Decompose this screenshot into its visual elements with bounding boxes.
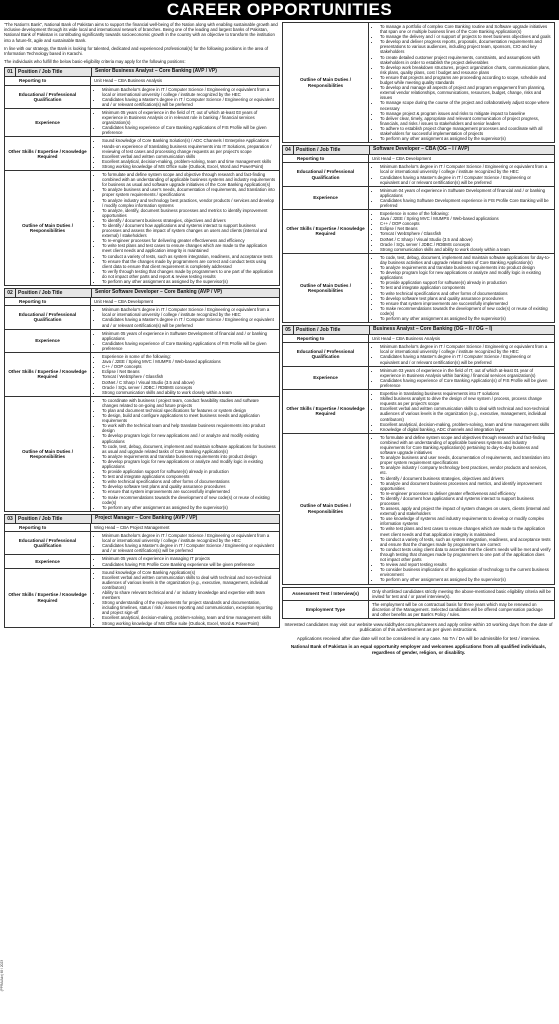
bullet-list [94,110,276,135]
experience-label: Experience [5,330,91,352]
bullet-item: • To plan and document technical specifications for features or system design [102,408,276,413]
assessment-text: Only shortlisted candidates strictly meeting the above-mentioned basic eligibility criteria will be invited for test and / or panel interview(s). [372,588,551,599]
bullet-item: • Candidates having experience of Core Banking Applications of FIS Profile will be given preference [102,341,276,351]
bullet-list [372,368,551,388]
bullet-item: • To identify / document business strategies, objectives and drivers [380,476,551,481]
bullet-list [372,344,551,364]
bullet-list [94,354,276,395]
right-column [282,22,555,658]
bullet-list [94,87,276,107]
education-label: Educational / Professional Qualification [283,163,369,185]
bullet-item: • To perform any other assignment as assigned by the supervisor(s) [102,505,276,510]
intro-paragraph: The individuals who fulfill the below basic-eligibility criteria may apply for the following positions: [4,59,186,65]
education-row [5,305,279,328]
job-table-01 [4,67,280,286]
bullet-item: • To test and integrate application components [380,285,551,290]
bullet-list [94,533,276,553]
reporting-label: Reporting to [283,155,369,162]
bullet-item: • To ensure that projects and programs are proceeding according to scope, schedule and budget while meeting quality standards [380,75,551,85]
reporting-row [5,523,279,531]
bullet-item: • To analyze requirements and translate business requirements into product design [102,454,276,459]
education-label: Educational / Professional Qualification [5,86,91,108]
field-value [369,187,554,209]
bullet-item: • Minimum Bachelor's degree in IT / Computer Science / Engineering or equivalent from a local or international university / college / institute recognized by the HEC [380,164,551,174]
bullet-item: • Strong communication skills and ability to work closely within a team [380,247,551,252]
job-table-05 [282,325,555,584]
bullet-item: • Minimum Bachelor's degree in IT / Computer Science / Engineering or equivalent from a local or international university / college / institute recognized by the HEC [380,344,551,354]
job-title: Project Manager – Core Banking (AVP / VP) [95,514,198,521]
bullet-item: • To code, test, debug, document, implement and maintain software applications for day-to-day business activities and upgrade related tasks of Core Banking Application(s) [380,255,551,265]
bullet-item: • To develop program logic for new applications or analyze and modify logic in existing applications [380,270,551,280]
bullet-item: • To deliver clear, timely, appropriate and relevant communication of project progress, financials, and risks / issues to stakeholders and senior leaders [380,116,551,126]
bullet-item: • Candidates having a Master's degree in IT / Computer Science / Engineering or equivalent and / or relevant certification(s) will be preferred [380,175,551,185]
bullet-item: • To perform any other assignment as assigned by the supervisor(s) [380,136,551,141]
experience-row [5,108,279,136]
bullet-item: • Skilled business analyst to drive the design of new system / process, process change requests as per project's scope [380,396,551,406]
experience-label: Experience [283,367,369,389]
field-value [91,330,279,352]
duties-row [5,396,279,511]
bullet-item: • To code, test, debug, document, implement and maintain software applications for business as usual and upgrade related tasks of Core Banking Application(s) [102,444,276,454]
field-value [369,23,554,142]
bullet-item: • To ensure that the changes made by programmers are correct and conduct tests using client data to ensure that client requirement is completely addressed [102,259,276,269]
field-value [369,254,554,322]
education-label: Educational / Professional Qualification [283,343,369,365]
education-row [283,342,554,365]
skills-label: Other Skills / Expertise / Knowledge Required [283,210,369,253]
duties-label: Outline of Main Duties / Responsibilities [283,23,369,142]
bullet-item: • Candidates having a Master's degree in IT / Computer Science / Engineering or equivalent and / or relevant certification(s) will be preferred [102,97,276,107]
bullet-item: • To formulate and define system scope and objectives through research and fact-finding combined with an understanding of applicable business systems and industry requirements for Core Banking Application(s) pertaining to day-to-day business and software upgrade initiatives [380,435,551,455]
reporting-value: Wing Head – CBA Project Management [94,524,170,530]
bullet-item: • Excellent verbal and written communication skills to deal with technical and non-technical audiences of various levels in the organization (e.g., executive, management, individual contributors) [380,406,551,421]
terms-table [282,587,555,619]
bullet-item: • To write technical specifications and other forms of documentations [102,479,276,484]
job-title: Software Developer – CBA (OG – I / AVP) [373,146,470,153]
bullet-item: • To write technical specifications and other forms of documentations [380,291,551,296]
duties-label: Outline of Main Duties / Responsibilities [283,434,369,584]
bullet-item: • To perform any other assignment as assigned by the supervisor(s) [102,279,276,284]
publication-code: (PPRA/Adv) 69 / 2023 [0,960,4,992]
reporting-label: Reporting to [5,298,91,305]
job-table-03 [4,514,280,628]
bullet-item: • To manage project & program issues and risks to mitigate impact to baseline [380,111,551,116]
assessment-label: Assessment Test / Interview(s) [283,588,369,600]
bullet-item: • To manage scope during the course of the project and collaboratively adjust scope where necessary [380,100,551,110]
bullet-item: • To perform any other assignment as assigned by the supervisor(s) [380,577,551,582]
duties-row [283,433,554,584]
duties-row [283,23,554,142]
bullet-item: • To re-engineer processes for delivering greater effectiveness and efficiency [102,238,276,243]
experience-label: Experience [283,187,369,209]
bullet-item: • Candidates having Software Development experience in FIS Profile Core Banking will be preferred [380,198,551,208]
bullet-item: • Experience in some of the following: [102,354,276,359]
bullet-item: • To manage the delivery and / or support of projects to meet business objectives and goals [380,34,551,39]
bullet-item: • Candidates having experience of Core Banking Application(s) of FIS Profile will be given preference [380,378,551,388]
employment-row [283,600,554,618]
bullet-item: • To design, build and configure applications to meet business needs and application requirements [102,413,276,423]
bullet-item: • To review and report testing results [380,562,551,567]
job-header [283,146,554,154]
bullet-item: • To work with the technical team and help translate business requirements into product design [102,423,276,433]
bullet-item: • C++ / OOP concepts [380,221,551,226]
job-table-03-continued [282,22,555,143]
skills-row [5,136,279,170]
field-value [91,137,279,170]
bullet-item: • To analyze industry and technology best practices, vendor products / services and develop / modify complex information systems [102,198,276,208]
bullet-item: • Sound knowledge of Core Banking Application(s) [102,570,276,575]
bullet-item: • Hands-on experience of translating business requirements into IT Solutions, preparation / reviewing of test cases and processing change requests as per project's scope [102,144,276,154]
employment-label: Employment Type [283,601,369,618]
reporting-label: Reporting to [5,524,91,531]
bullet-item: • Candidates having FIS Profile Core Banking experience will be given preference [102,562,276,567]
bullet-item: • To adhere to establish project change management processes and coordinate with all stakeholders for successful implementation of projects [380,126,551,136]
apply-instructions: Interested candidates may visit our website www.siddhyder.com.pk/careers and apply online within 10 working days from the date of publication of this advertisement as per given instructions. [284,621,553,633]
bullet-item: • To develop work breakdown structures, project organization charts, communication plans, risk plans, quality plans, cost / budget and resource plans [380,65,551,75]
field-value [91,569,279,627]
bullet-item: • Candidates having a Master's degree in IT / Computer Science / Engineering or equivalent and / or relevant certification(s) will be preferred [102,543,276,553]
bullet-list [372,211,551,252]
reporting-row [283,334,554,342]
bullet-item: • To assess, apply and project the impact of system changes on users, clients (internal and external) and stakeholders [380,506,551,516]
reporting-value: Unit Head – CBA Development [94,299,153,305]
bullet-item: • To write test plans and test cases to ensure changes which are made to the application meet client needs and application integrity is maintained [102,243,276,253]
reporting-value: Unit Head – CBA Business Analysis [94,78,163,84]
bullet-item: • Strong communication skills and ability to work closely within a team [102,390,276,395]
bullet-list [372,164,551,184]
education-row [283,162,554,185]
bullet-item: • To provide application support for software(s) already in production [380,280,551,285]
field-value [91,306,279,328]
bullet-item: • To analyze business and user needs, documentation of requirements, and translation into proper system requirement specifications [380,455,551,465]
job-header [5,68,279,76]
skills-row [5,568,279,627]
field-value [91,109,279,136]
bullet-item: • To identify / document how applications and systems interact to support business processes and assess the impact of system changes on users and clients (internal and external) / stakeholders [102,223,276,238]
bullet-item: • Candidates having a Master's degree in IT / Computer Science / Engineering or equivalent and / or relevant certification(s) will be preferred [102,317,276,327]
bullet-item: • To develop program logic for new applications and / or analyze and modify existing applications [102,433,276,443]
field-value [91,532,279,554]
intro-paragraph: "The Nation's Bank", National Bank of Pakistan aims to support the financial well-being of the Nation along with enabling sustainable growth and inclusive development through its wide local and international network of branches. Being one of the leading and largest banks of Pakistan, National Bank of Pakistan is contributing significantly towards socioeconomic growth in the country with an objective to transform the institution into a future-fit, agile and sustainable Bank. [4,22,278,43]
bullet-item: • To identify / document business strategies, objectives and drivers [102,218,276,223]
skills-row [5,352,279,396]
position-label: Position / Job Title [16,515,92,523]
bullet-list [94,331,276,351]
job-title: Senior Software Developer – Core Banking (AVP / VP) [95,289,223,296]
bullet-item: • C++ / OOP concepts [102,364,276,369]
bullet-item: • To analyze, identify, document business processes and metrics to identify improvement opportunities [102,208,276,218]
bullet-list [94,570,276,626]
reporting-label: Reporting to [283,335,369,342]
bullet-item: • Minimum Bachelor's degree in IT / Computer Science / Engineering or equivalent from a local or international university / college / institute recognized by the HEC [102,307,276,317]
position-label: Position / Job Title [16,68,92,76]
skills-label: Other Skills / Expertise / Knowledge Required [283,390,369,433]
bullet-item: • Eclipse / Net Beans [380,226,551,231]
skills-label: Other Skills / Expertise / Knowledge Required [5,353,91,396]
bullet-item: • Candidates having a Master's degree in IT / Computer Science / Engineering or equivalent and / or relevant certification(s) will be preferred [380,354,551,364]
left-column [4,22,280,630]
deadline-note: Applications received after due date will not be considered in any case. No TA / DA will be admissible for test / interview. [296,635,541,641]
bullet-item: • To develop software test plans and quality assurance procedures [102,484,276,489]
job-header [5,289,279,297]
bullet-list [94,556,276,566]
bullet-list [94,307,276,327]
intro-paragraph: In line with our strategy, the Bank is looking for talented, dedicated and experienced professional(s) for the following positions in the area of Information Technology based in Karachi. [4,45,269,57]
bullet-item: • Oracle / SQL server / JDBC / RDBMS concepts [102,385,276,390]
duties-label: Outline of Main Duties / Responsibilities [5,397,91,511]
job-table-04 [282,145,555,323]
job-number: 02 [5,289,16,297]
field-value [91,353,279,396]
field-value [91,86,279,108]
bullet-item: • To identify / document how applications and systems interact to support business processes [380,496,551,506]
bullet-item: • To ensure that system improvements are successfully implemented [102,489,276,494]
bullet-item: • To analyze industry / company technology best practices, vendor products and services, etc. [380,465,551,475]
bullet-item: • To create detailed customer project requirements, constraints, and assumptions with stakeholders in order to establish the project deliverables [380,55,551,65]
bullet-item: • To write test plans and test cases to ensure changes which are made to the application meet client needs and that application integrity is maintained [380,526,551,536]
education-row [5,85,279,108]
field-value [91,171,279,285]
experience-label: Experience [5,109,91,136]
bullet-list [372,391,551,432]
bullet-item: • Java / J2EE / Spring MVC / MUMPS / Web-based applications [380,216,551,221]
bullet-item: • Eclipse / Net Beans [102,369,276,374]
bullet-item: • To ensure that system improvements are successfully implemented [380,301,551,306]
bullet-item: • Minimum 03 years of experience in the field of IT, out of which at-least 01 year of experience in Business Analysis within banking / financial services organization(s) [380,368,551,378]
job-number: 04 [283,146,294,154]
field-value [91,555,279,567]
field-value [369,210,554,253]
bullet-item: • Sound knowledge of Core Banking Solution(s) / ADC Channels / Enterprise Applications [102,138,276,143]
bullet-item: • To analyze business and user's needs, documentation of requirements, and translation into proper system requirements / specifications [102,187,276,197]
bullet-item: • To formulate and define system scope and objective through research and fact-finding combined with an understanding of applicable business systems and industry requirements for business as usual and software upgrade initiatives of the Core Banking Application(s) [102,172,276,187]
bullet-item: • To use knowledge of systems and industry requirements to develop or modify complex information systems [380,516,551,526]
bullet-item: • Expertise in translating business requirements into IT solutions [380,391,551,396]
duties-label: Outline of Main Duties / Responsibilities [5,171,91,285]
bullet-item: • Knowledge of digital banking, ADC channels and integration layer [380,427,551,432]
bullet-item: • DotNet / C Sharp / Visual Studio (3.5 and above) [380,237,551,242]
reporting-value: Unit Head – CBA Development [372,156,431,162]
bullet-item: • Excellent verbal and written communication skills to deal with technical and non-technical audiences of various levels in the organization (e.g., executive, management, individual contributors) [102,575,276,590]
skills-row [283,209,554,253]
experience-label: Experience [5,555,91,567]
bullet-item: • To develop and deliver progress reports, proposals, documentation requirements and presentations to various audiences, including project team, sponsors, CIO and key stakeholders [380,39,551,54]
position-label: Position / Job Title [294,146,370,154]
field-value [369,163,554,185]
job-number: 05 [283,326,294,334]
left-job-tables [4,67,280,627]
bullet-item: • To develop program logic for new applications or analyze and modify logic in existing applications [102,459,276,469]
skills-label: Other Skills / Expertise / Knowledge Required [5,569,91,627]
bullet-list [94,138,276,169]
bullet-item: • To conduct a variety of tests, such as system integration, readiness, and acceptance tests and ensure that the changes made by programmers are correct [380,537,551,547]
experience-row [5,554,279,567]
bullet-list [372,188,551,208]
bullet-item: • Minimum 05 years of experience in the field of IT, out of which at-least 03 years of experience in Business Analysis or in relevant role in banking / financial services organization(s) [102,110,276,125]
position-label: Position / Job Title [294,326,370,334]
bullet-item: • Tomcat / WebSphere / Glassfish [380,231,551,236]
bullet-item: • To verify through testing that changes made by programmers to one part of the application do not impact other parts and report & review testing results [102,269,276,279]
field-value [91,397,279,511]
bullet-item: • Excellent analytical, decision-making, problem-solving, team and time management skills [102,159,276,164]
bullet-list [94,398,276,510]
bullet-item: • To analyze and document business processes and metrics, and identify improvement opportunities [380,481,551,491]
bullet-item: • Excellent verbal and written communication skills [102,154,276,159]
bullet-item: • To perform any other assignment as assigned by the supervisor(s) [380,316,551,321]
bullet-item: • Minimum Bachelor's degree in IT / Computer Science / Engineering or equivalent from a local or international university / college / institute recognized by the HEC [102,533,276,543]
bullet-list [372,435,551,583]
bullet-item: • Strong working knowledge of MS Office suite (Outlook, Excel, Word & PowerPoint) [102,621,276,626]
skills-row [283,389,554,433]
bullet-item: • To test and integrate applications components [102,474,276,479]
bullet-item: • To develop and manage all aspects of project and program engagement from planning, external vendor relationships, communications, resources, budget, change, risks and issues [380,85,551,100]
bullet-item: • To make recommendations towards the development of new code(s) or reuse of existing code(s) [102,495,276,505]
education-row [5,531,279,554]
skills-label: Other Skills / Expertise / Knowledge Required [5,137,91,170]
job-table-02 [4,288,280,512]
job-header [5,515,279,523]
bullet-item: • To develop software test plans and quality assurance procedures [380,296,551,301]
position-label: Position / Job Title [16,289,92,297]
field-value [369,343,554,365]
bullet-item: • Java / J2EE / Spring MVC / MUMPS / Web-based applications [102,359,276,364]
employment-text: The employment will be on contractual basis for three years which may be renewed on discretion of the Management. Selected candidates will be offered compensation package and other benefits as per Bank's Policy / rules. [372,601,543,617]
bullet-item: • To conduct tests using client data to ascertain that the client's needs will be met and verify through testing that changes made by programmers to one part of the application does not impact other parts [380,547,551,562]
reporting-row [283,154,554,162]
field-value [369,367,554,389]
bullet-item: • To manage a portfolio of complex Core Banking routine and Software upgrade initiatives that span one or multiple business lines of the Core Banking Application(s) [380,24,551,34]
education-label: Educational / Professional Qualification [5,532,91,554]
bullet-item: • Minimum Bachelor's degree in IT / Computer Science / Engineering or equivalent from a local or international university / college / institute recognized by the HEC [102,87,276,97]
bullet-item: • Tomcat / WebSphere / Glassfish [102,374,276,379]
bullet-item: • Candidates having experience of Core Banking Applications of FIS Profile will be given preference [102,125,276,135]
job-number: 03 [5,515,16,523]
reporting-label: Reporting to [5,77,91,84]
bullet-item: • To analyze requirements and translate business requirements into product design [380,265,551,270]
duties-row [283,253,554,322]
bullet-item: • Minimum 05 years of experience in Software Development of financial and / or banking applications [102,331,276,341]
bullet-item: • Experience in some of the following: [380,211,551,216]
bullet-list [372,255,551,321]
job-header [283,326,554,334]
education-label: Educational / Professional Qualification [5,306,91,328]
field-value [369,390,554,433]
page-banner: CAREER OPPORTUNITIES [0,0,559,20]
bullet-item: • To re-engineer processes to deliver greater effectiveness and efficiency [380,491,551,496]
job-number: 01 [5,68,16,76]
right-job-tables [282,22,555,585]
reporting-row [5,76,279,84]
bullet-item: • Minimum 04 years of experience in Software Development of financial and / or banking applications [380,188,551,198]
reporting-row [5,297,279,305]
bullet-item: • Strong working knowledge of MS Office suite (Outlook, Excel, Word and PowerPoint) [102,164,276,169]
bullet-list [94,172,276,284]
experience-row [283,186,554,209]
bullet-item: • Minimum 05 years of experience in managing IT projects [102,556,276,561]
duties-label: Outline of Main Duties / Responsibilities [283,254,369,322]
equal-opportunity-note: National Bank of Pakistan is an equal opportunity employer and welcomes applications from all qualified individuals, regardless of gender, religion, or disability. [290,644,547,655]
bullet-list [372,24,551,141]
bullet-item: • To coordinate with business / project team, conduct feasibility studies and software changes related to on-going and future projects [102,398,276,408]
field-value [369,434,554,584]
bullet-item: • To consider business implications of the application of technology to the current business environment [380,567,551,577]
bullet-item: • Oracle / SQL server / JDBC / RDBMS concepts [380,242,551,247]
duties-row [5,170,279,285]
experience-row [283,366,554,389]
bullet-item: • To provide application support for software(s) already in production [102,469,276,474]
intro-text [4,22,280,64]
bullet-item: • Ability to share relevant technical and / or industry knowledge and expertise with team members [102,590,276,600]
assessment-row [283,588,554,600]
bullet-item: • To make recommendations towards the development of new code(s) or reuse of existing code(s) [380,306,551,316]
bullet-item: • DotNet / C Sharp / Visual Studio (3.5 and above) [102,380,276,385]
footer [282,622,555,655]
reporting-value: Unit Head – CBA Business Analysis [372,336,441,342]
bullet-item: • Excellent analytical, decision-making, problem-solving, team and time management skills [102,615,276,620]
bullet-item: • Strong understanding of the requirements for project standards and documentation, including timelines, status / risk / issues reporting and communication, exception reporting and project sign-off [102,600,276,615]
job-title: Business Analyst – Core Banking (OG – II / OG – I) [373,326,493,333]
bullet-item: • To conduct a variety of tests, such as system integration, readiness, and acceptance tests [102,254,276,259]
bullet-item: • Excellent analytical, decision-making, problem-solving, team and time management skills [380,422,551,427]
experience-row [5,329,279,352]
job-title: Senior Business Analyst – Core Banking (AVP / VP) [95,68,217,75]
